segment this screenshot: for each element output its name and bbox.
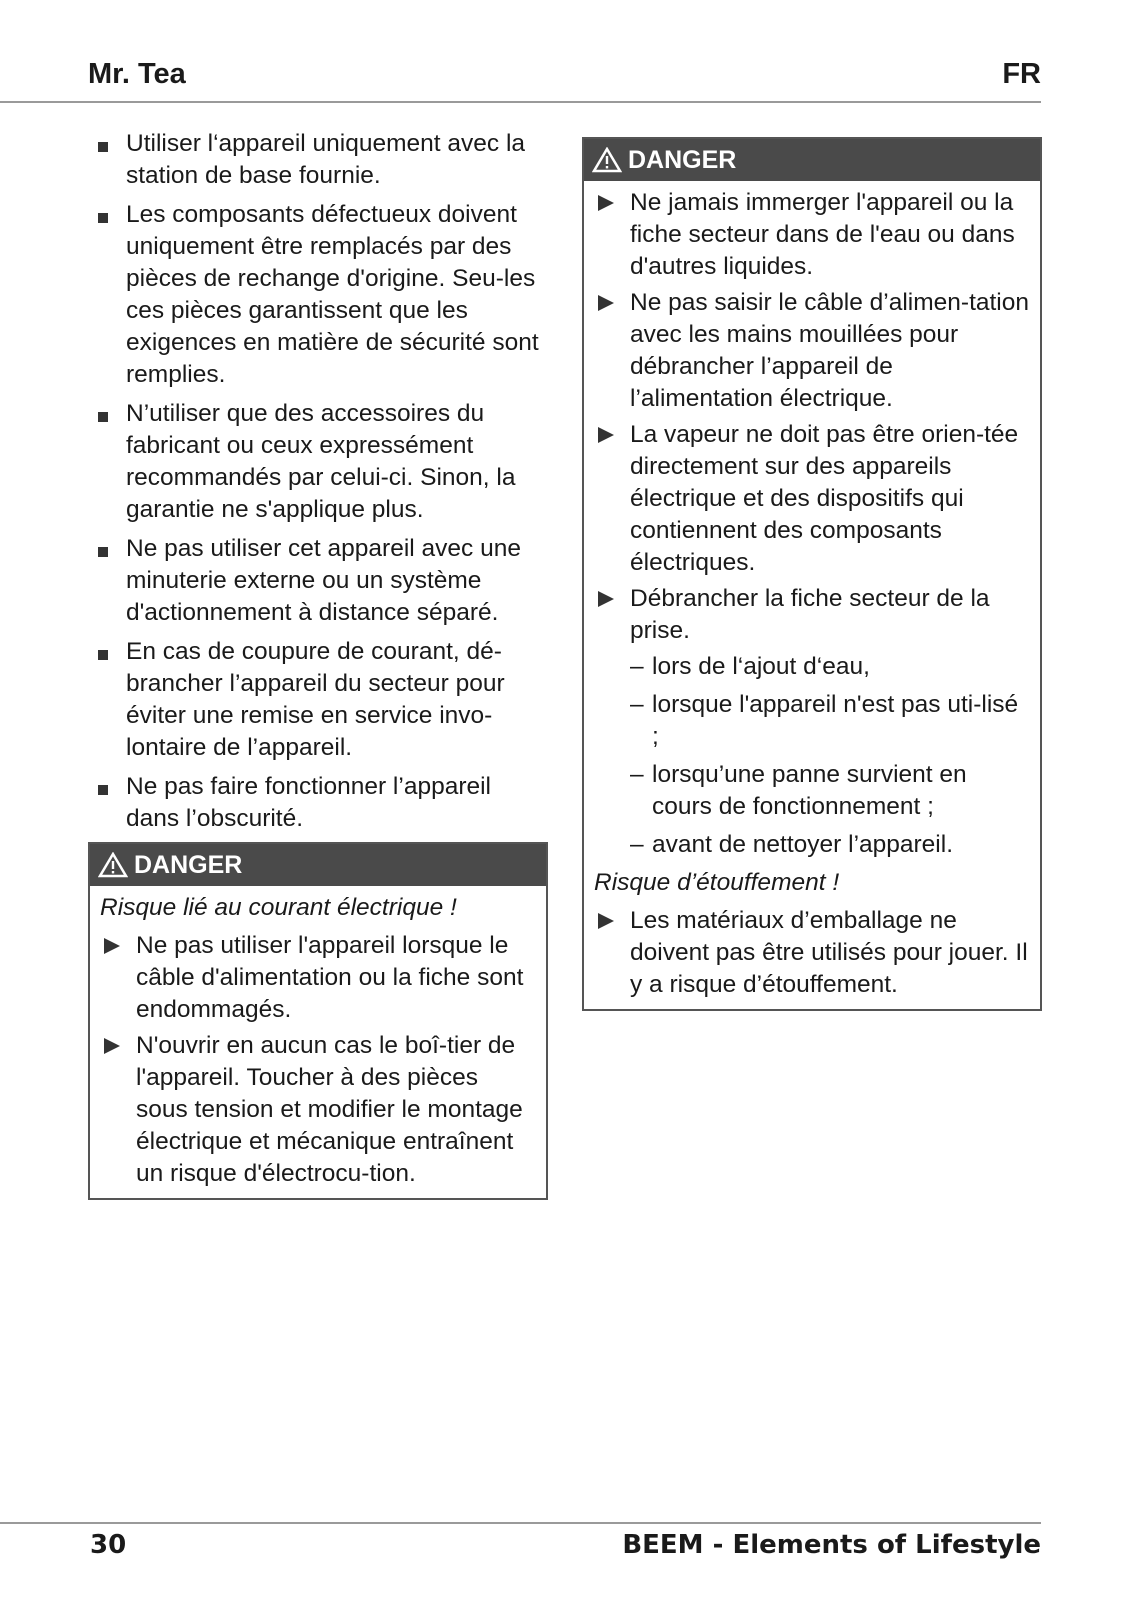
danger-box-water [582,137,1042,1011]
square-bullet-icon [98,547,108,557]
danger-heading: DANGER [90,844,546,886]
arrow-bullet-icon [598,195,614,211]
page-header [88,58,1041,94]
list-item: Ne pas utiliser l'appareil lorsque le câble d'alimentation ou la fiche sont endommagés. [100,930,536,1026]
sub-list-item: – avant de nettoyer l’appareil. [630,831,953,858]
sub-list-item: – lors de l‘ajout d‘eau, [630,653,870,680]
list-item: Ne pas utiliser cet appareil avec une minuterie externe ou un système d'actionnement à distance séparé. [88,533,548,629]
page-number: 30 [90,1530,127,1560]
list-item: Les matériaux d’emballage ne doivent pas être utilisés pour jouer. Il y a risque d’étouffement. [594,905,1030,1001]
list-item: N'ouvrir en aucun cas le boî-tier de l'appareil. Toucher à des pièces sous tension et modifier le montage électrique et mécanique entraînent un risque d'électrocu-tion. [100,1030,536,1190]
list-item: Débrancher la fiche secteur de la prise. – lors de l‘ajout d‘eau, – lorsque l'appareil n'est pas uti-lisé ; – lorsqu’une panne survient en cours de fonctionnement ; – avant de nettoyer l’appareil. [594,583,1030,861]
list-item: Les composants défectueux doivent uniquement être remplacés par des pièces de rechange d'origine. Seu-les ces pièces garantissent que les exigences en matière de sécurité sont remplies. [88,199,548,391]
sub-list-item: – lorsque l'appareil n'est pas uti-lisé ; [630,691,1019,750]
header-title: Mr. Tea [88,58,186,90]
arrow-bullet-icon [104,938,120,954]
square-bullet-icon [98,142,108,152]
list-item: Ne pas saisir le câble d’alimen-tation avec les mains mouillées pour débrancher l’appareil de l’alimentation électrique. [594,287,1030,415]
header-rule [0,101,1041,103]
footer-brand: BEEM - Elements of Lifestyle [622,1530,1041,1560]
sub-list-item: – lorsqu’une panne survient en cours de fonctionnement ; [630,761,967,820]
right-column [582,137,1042,1011]
page-footer [90,1530,1041,1564]
square-bullet-icon [98,412,108,422]
square-bullet-icon [98,213,108,223]
list-item: N’utiliser que des accessoires du fabricant ou ceux expressément recommandés par celui-ci. Sinon, la garantie ne s'applique plus. [88,398,548,526]
list-item: Utiliser l‘appareil uniquement avec la station de base fournie. [88,128,548,192]
arrow-bullet-icon [598,427,614,443]
list-item: La vapeur ne doit pas être orien-tée directement sur des appareils électrique et des dispositifs qui contiennent des composants électriques. [594,419,1030,579]
danger-heading: DANGER [584,139,1040,181]
danger-list [594,905,1030,1001]
sub-list [630,651,1030,861]
list-item: Ne pas faire fonctionner l’appareil dans l’obscurité. [88,771,548,835]
list-item: En cas de coupure de courant, dé-brancher l’appareil du secteur pour éviter une remise en service invo-lontaire de l’appareil. [88,636,548,764]
danger-list [594,187,1030,861]
danger-box-electric [88,842,548,1200]
safety-list [88,128,548,835]
risk-label: Risque d’étouffement ! [594,869,840,896]
left-column [88,128,548,1200]
warning-triangle-icon [592,147,622,173]
footer-rule [0,1522,1041,1524]
header-language: FR [1002,58,1041,90]
arrow-bullet-icon [598,295,614,311]
square-bullet-icon [98,785,108,795]
list-item: Ne jamais immerger l'appareil ou la fiche secteur dans de l'eau ou dans d'autres liquides. [594,187,1030,283]
warning-triangle-icon [98,852,128,878]
arrow-bullet-icon [598,913,614,929]
arrow-bullet-icon [104,1038,120,1054]
arrow-bullet-icon [598,591,614,607]
danger-list [100,930,536,1190]
square-bullet-icon [98,650,108,660]
risk-label: Risque lié au courant électrique ! [100,894,457,921]
